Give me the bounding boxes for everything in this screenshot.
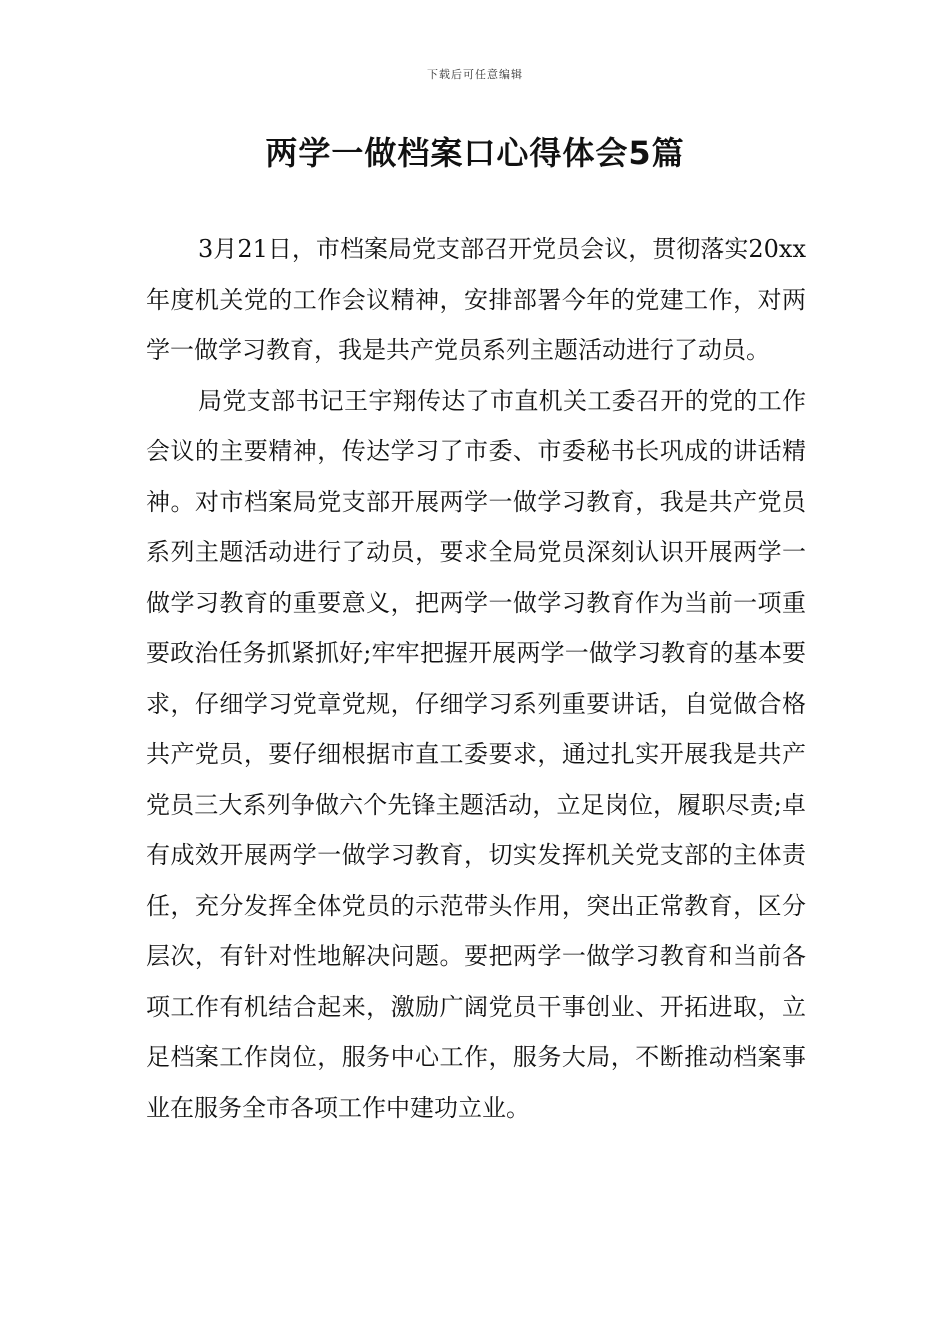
document-body xyxy=(146,224,806,1133)
document-title: 两学一做档案口心得体会5篇 xyxy=(265,134,685,172)
paragraph-2: 局党支部书记王宇翔传达了市直机关工委召开的党的工作会议的主要精神，传达学习了市委、市委秘书长巩成的讲话精神。对市档案局党支部开展两学一做学习教育，我是共产党员系列主题活动进行了动员，要求全局党员深刻认识开展两学一做学习教育的重要意义，把两学一做学习教育作为当前一项重要政治任务抓紧抓好;牢牢把握开展两学一做学习教育的基本要求，仔细学习党章党规，仔细学习系列重要讲话，自觉做合格共产党员，要仔细根据市直工委要求，通过扎实开展我是共产党员三大系列争做六个先锋主题活动，立足岗位，履职尽责;卓有成效开展两学一做学习教育，切实发挥机关党支部的主体责任，充分发挥全体党员的示范带头作用，突出正常教育，区分层次，有针对性地解决问题。要把两学一做学习教育和当前各项工作有机结合起来，激励广阔党员干事创业、开拓进取，立足档案工作岗位，服务中心工作，服务大局，不断推动档案事业在服务全市各项工作中建功立业。 xyxy=(146,386,806,1122)
header-note: 下载后可任意编辑 xyxy=(427,68,523,81)
paragraph-1: 3月21日，市档案局党支部召开党员会议，贯彻落实20xx年度机关党的工作会议精神，安排部署今年的党建工作，对两学一做学习教育，我是共产党员系列主题活动进行了动员。 xyxy=(146,235,806,364)
